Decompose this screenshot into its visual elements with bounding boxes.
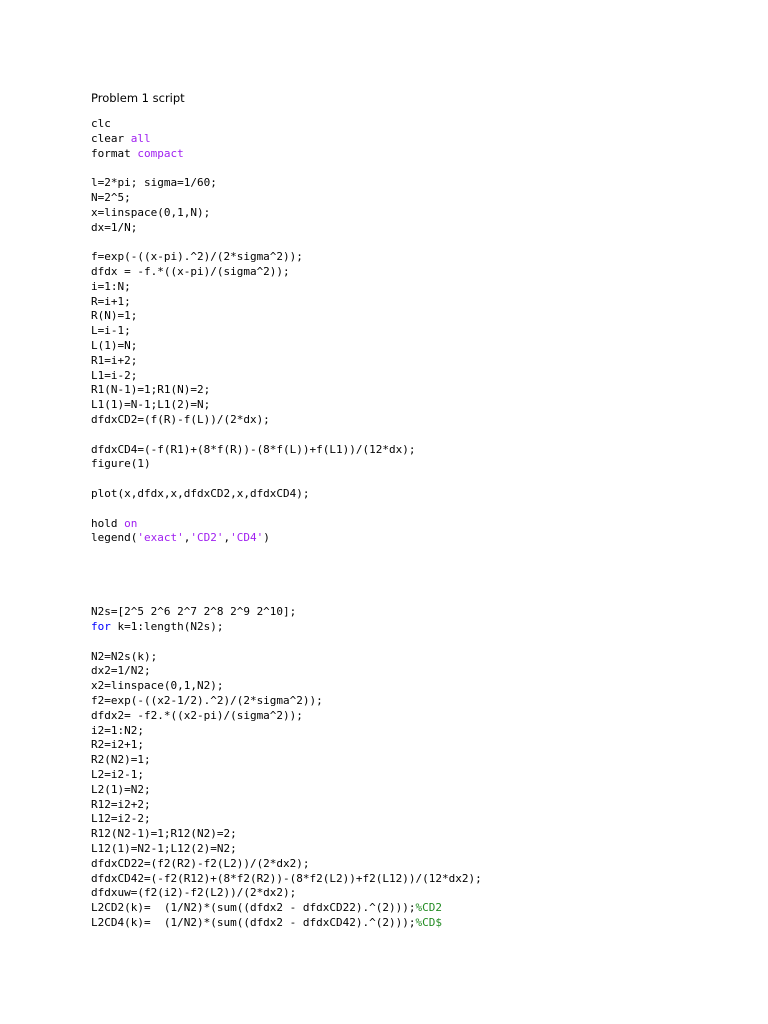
- code-line: [91, 191, 482, 206]
- code-blank-line: [91, 472, 482, 487]
- code-line: [91, 650, 482, 665]
- code-line: [91, 383, 482, 398]
- code-blank-line: [91, 502, 482, 517]
- code-text: L2CD4(k)= (1/N2)*(sum((dfdx2 - dfdxCD42).^(2)));: [91, 916, 416, 930]
- code-text: l=2*pi; sigma=1/60;: [91, 176, 217, 190]
- code-blank-line: [91, 561, 482, 576]
- code-text: ,: [223, 531, 231, 545]
- code-line: [91, 487, 482, 502]
- code-line: [91, 117, 482, 132]
- code-line: [91, 250, 482, 265]
- code-blank-line: [91, 635, 482, 650]
- code-text: plot(x,dfdx,x,dfdxCD2,x,dfdxCD4);: [91, 486, 310, 500]
- code-text: L1=i-2;: [91, 368, 138, 382]
- code-text: dfdxCD4=(-f(R1)+(8*f(R))-(8*f(L))+f(L1))/(12*dx);: [91, 442, 416, 456]
- code-text: R1(N-1)=1;R1(N)=2;: [91, 383, 211, 397]
- code-text: R2=i2+1;: [91, 738, 144, 752]
- code-text: ,: [183, 531, 191, 545]
- code-text: R(N)=1;: [91, 309, 138, 323]
- code-line: [91, 842, 482, 857]
- code-line: [91, 694, 482, 709]
- code-string: 'exact': [137, 531, 184, 545]
- code-line: [91, 457, 482, 472]
- code-text: dfdxCD42=(-f2(R12)+(8*f2(R2))-(8*f2(L2))+f2(L12))/(12*dx2);: [91, 871, 482, 885]
- code-string: 'CD4': [230, 531, 264, 545]
- code-line: [91, 324, 482, 339]
- code-text: R12=i2+2;: [91, 797, 151, 811]
- code-line: [91, 872, 482, 887]
- code-text: R=i+1;: [91, 294, 131, 308]
- code-blank-line: [91, 591, 482, 606]
- code-blank-line: [91, 546, 482, 561]
- code-line: [91, 176, 482, 191]
- code-text: R12(N2-1)=1;R12(N2)=2;: [91, 827, 237, 841]
- code-line: [91, 738, 482, 753]
- code-line: [91, 206, 482, 221]
- code-line: [91, 265, 482, 280]
- code-block: [91, 117, 482, 931]
- code-text: dfdx = -f.*((x-pi)/(sigma^2));: [91, 264, 290, 278]
- code-text: legend(: [91, 531, 138, 545]
- code-line: [91, 398, 482, 413]
- code-line: [91, 768, 482, 783]
- code-text: clear: [91, 131, 131, 145]
- code-line: [91, 724, 482, 739]
- code-text: R2(N2)=1;: [91, 753, 151, 767]
- code-comment: %CD2: [415, 901, 443, 915]
- code-text: dx2=1/N2;: [91, 664, 151, 678]
- code-text: ): [263, 531, 270, 545]
- code-line: [91, 309, 482, 324]
- code-line: [91, 916, 482, 931]
- code-comment: %CD$: [415, 916, 443, 930]
- code-blank-line: [91, 235, 482, 250]
- code-line: [91, 901, 482, 916]
- code-line: [91, 679, 482, 694]
- code-string: compact: [137, 146, 184, 160]
- code-text: L2=i2-1;: [91, 768, 144, 782]
- code-text: i=1:N;: [91, 279, 131, 293]
- code-blank-line: [91, 428, 482, 443]
- code-string: all: [130, 131, 151, 145]
- code-text: figure(1): [91, 457, 151, 471]
- code-blank-line: [91, 576, 482, 591]
- code-line: [91, 709, 482, 724]
- code-text: L12(1)=N2-1;L12(2)=N2;: [91, 842, 237, 856]
- code-line: [91, 886, 482, 901]
- code-line: [91, 280, 482, 295]
- code-text: f2=exp(-((x2-1/2).^2)/(2*sigma^2));: [91, 694, 323, 708]
- code-text: R1=i+2;: [91, 353, 138, 367]
- code-line: [91, 812, 482, 827]
- code-line: [91, 605, 482, 620]
- code-text: dfdxCD22=(f2(R2)-f2(L2))/(2*dx2);: [91, 856, 310, 870]
- code-line: [91, 517, 482, 532]
- code-line: [91, 147, 482, 162]
- code-line: [91, 620, 482, 635]
- code-text: hold: [91, 516, 125, 530]
- code-line: [91, 783, 482, 798]
- code-text: dfdxCD2=(f(R)-f(L))/(2*dx);: [91, 412, 270, 426]
- code-line: [91, 132, 482, 147]
- code-line: [91, 443, 482, 458]
- document-title: Problem 1 script: [91, 91, 185, 105]
- code-line: [91, 798, 482, 813]
- code-line: [91, 295, 482, 310]
- code-line: [91, 531, 482, 546]
- code-line: [91, 664, 482, 679]
- code-line: [91, 354, 482, 369]
- code-text: N2s=[2^5 2^6 2^7 2^8 2^9 2^10];: [91, 605, 297, 619]
- code-text: i2=1:N2;: [91, 723, 144, 737]
- code-line: [91, 753, 482, 768]
- code-text: dfdxuw=(f2(i2)-f2(L2))/(2*dx2);: [91, 886, 297, 900]
- code-text: x=linspace(0,1,N);: [91, 205, 211, 219]
- code-text: x2=linspace(0,1,N2);: [91, 679, 224, 693]
- code-text: L=i-1;: [91, 324, 131, 338]
- code-text: L(1)=N;: [91, 338, 138, 352]
- code-text: f=exp(-((x-pi).^2)/(2*sigma^2));: [91, 250, 303, 264]
- code-text: N2=N2s(k);: [91, 649, 158, 663]
- code-line: [91, 339, 482, 354]
- code-text: L12=i2-2;: [91, 812, 151, 826]
- code-line: [91, 827, 482, 842]
- code-keyword: for: [91, 620, 111, 634]
- code-text: format: [91, 146, 138, 160]
- code-text: L1(1)=N-1;L1(2)=N;: [91, 398, 211, 412]
- code-line: [91, 857, 482, 872]
- code-line: [91, 413, 482, 428]
- code-blank-line: [91, 161, 482, 176]
- code-text: dfdx2= -f2.*((x2-pi)/(sigma^2));: [91, 708, 303, 722]
- code-line: [91, 369, 482, 384]
- code-text: L2CD2(k)= (1/N2)*(sum((dfdx2 - dfdxCD22).^(2)));: [91, 901, 416, 915]
- code-text: N=2^5;: [91, 190, 131, 204]
- code-text: L2(1)=N2;: [91, 782, 151, 796]
- code-text: k=1:length(N2s);: [110, 620, 224, 634]
- code-text: dx=1/N;: [91, 220, 138, 234]
- code-string: on: [124, 516, 138, 530]
- code-string: 'CD2': [190, 531, 224, 545]
- code-line: [91, 221, 482, 236]
- code-text: clc: [91, 117, 111, 130]
